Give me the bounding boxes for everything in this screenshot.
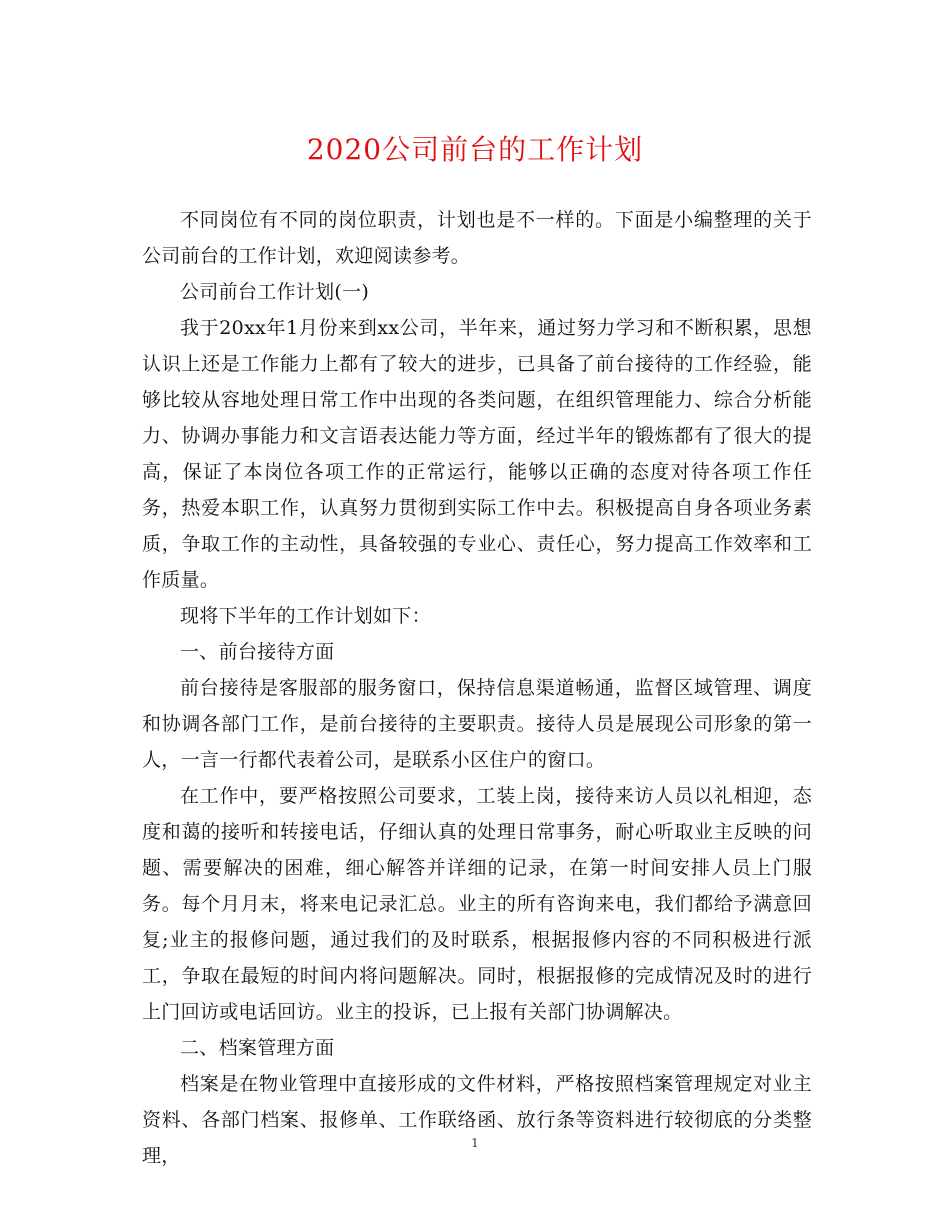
paragraph-intro: 不同岗位有不同的岗位职责，计划也是不一样的。下面是小编整理的关于公司前台的工作计划，欢迎阅读参考。 [142,209,812,267]
paragraph-archives: 档案是在物业管理中直接形成的文件材料，严格按照档案管理规定对业主资料、各部门档案、报修单、工作联络函、放行条等资料进行较彻底的分类整理， [142,1073,812,1167]
paragraph-heading-reception: 一、前台接待方面 [180,641,335,663]
document-title: 2020公司前台的工作计划 [306,133,644,166]
paragraph-heading-archives: 二、档案管理方面 [180,1037,335,1059]
page-number: 1 [471,1136,479,1150]
paragraph-reception-duties: 前台接待是客服部的服务窗口，保持信息渠道畅通，监督区域管理、调度和协调各部门工作，是前台接待的主要职责。接待人员是展现公司形象的第一人，一言一行都代表着公司，是联系小区住户的窗口。 [142,677,812,771]
paragraph-section-heading-plan-1: 公司前台工作计划(一) [180,281,370,303]
document-body [142,202,812,1174]
paragraph-reception-work: 在工作中，要严格按照公司要求，工装上岗，接待来访人员以礼相迎，态度和蔼的接听和转接电话，仔细认真的处理日常事务，耐心听取业主反映的问题、需要解决的困难，细心解答并详细的记录，在第一时间安排人员上门服务。每个月月末，将来电记录汇总。业主的所有咨询来电，我们都给予满意回复;业主的报修问题，通过我们的及时联系，根据报修内容的不同积极进行派工，争取在最短的时间内将问题解决。同时，根据报修的完成情况及时的进行上门回访或电话回访。业主的投诉，已上报有关部门协调解决。 [142,785,812,1023]
paragraph-plan-lead: 现将下半年的工作计划如下： [180,605,431,627]
paragraph-self-summary: 我于20xx年1月份来到xx公司，半年来，通过努力学习和不断积累，思想认识上还是工作能力上都有了较大的进步，已具备了前台接待的工作经验，能够比较从容地处理日常工作中出现的各类问题，在组织管理能力、综合分析能力、协调办事能力和文言语表达能力等方面，经过半年的锻炼都有了很大的提高，保证了本岗位各项工作的正常运行，能够以正确的态度对待各项工作任务，热爱本职工作，认真努力贯彻到实际工作中去。积极提高自身各项业务素质，争取工作的主动性，具备较强的专业心、责任心，努力提高工作效率和工作质量。 [142,317,812,591]
